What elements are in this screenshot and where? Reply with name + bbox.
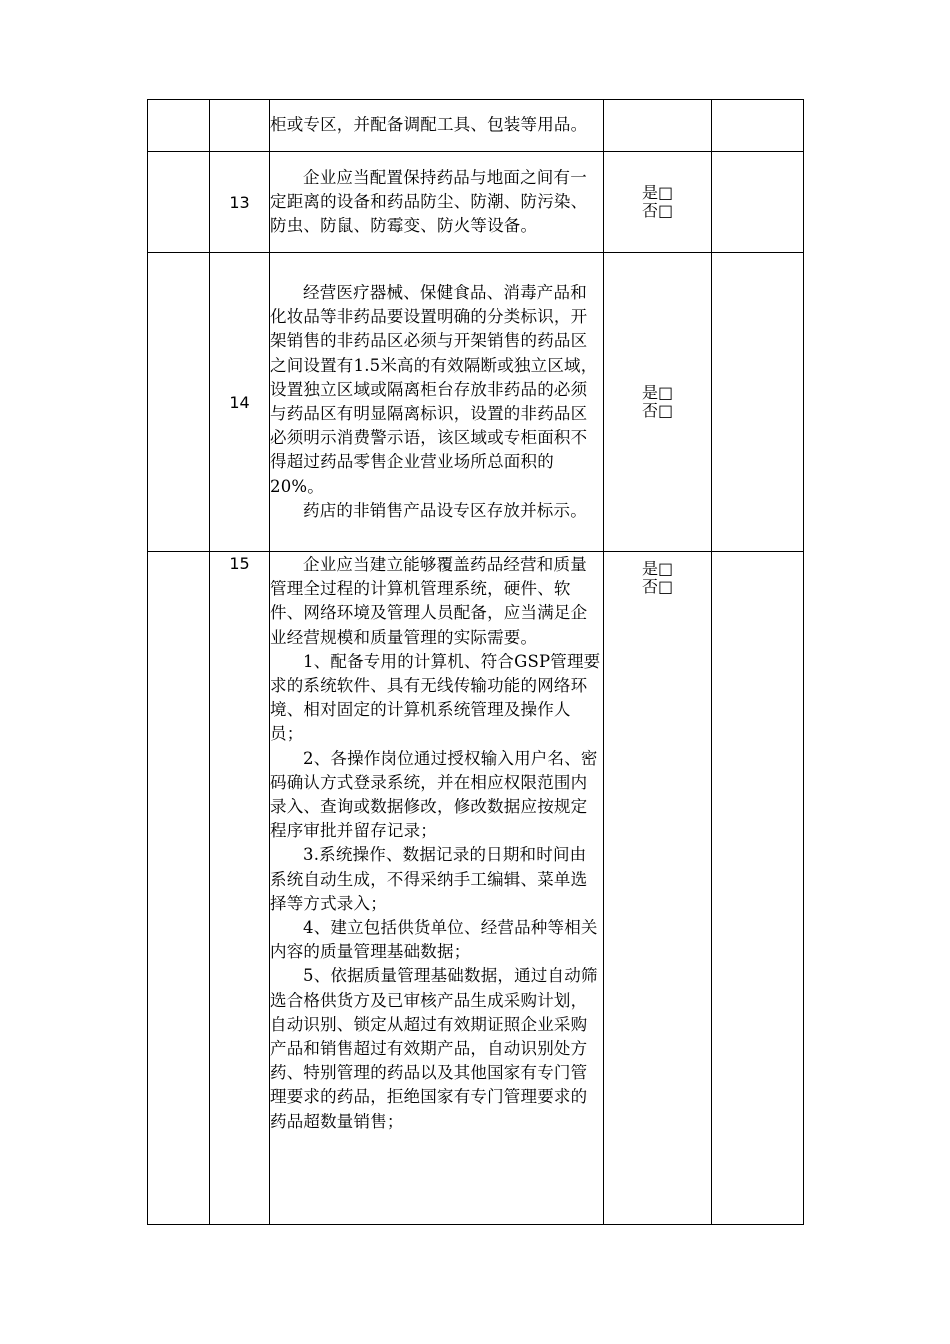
item-number-cell: 14 (210, 253, 270, 552)
requirement-text: 柜或专区，并配备调配工具、包装等用品。 (270, 115, 588, 135)
result-cell (604, 100, 712, 152)
category-cell (148, 253, 210, 552)
item-number-cell: 13 (210, 152, 270, 253)
item-number-cell: 15 (210, 552, 270, 1225)
requirement-text: 2、各操作岗位通过授权输入用户名、密码确认方式登录系统，并在相应权限范围内录入、查询或数据修改，修改数据应按规定程序审批并留存记录； (270, 748, 598, 841)
item-number-cell (210, 100, 270, 152)
remarks-cell (712, 152, 804, 253)
requirement-cell (270, 100, 604, 152)
table-row (148, 152, 804, 253)
result-cell (604, 253, 712, 552)
result-cell (604, 152, 712, 253)
requirement-cell (270, 152, 604, 253)
yes-checkbox[interactable]: 是□ (641, 383, 674, 402)
requirement-text: 5、依据质量管理基础数据，通过自动筛选合格供货方及已审核产品生成采购计划，自动识别、锁定从超过有效期证照企业采购产品和销售超过有效期产品，自动识别处方药、特别管理的药品以及其他国家有专门管理要求的药品，拒绝国家有专门管理要求的药品超数量销售； (270, 966, 598, 1131)
requirement-cell (270, 253, 604, 552)
category-cell (148, 152, 210, 253)
remarks-cell (712, 253, 804, 552)
table-row (148, 552, 804, 1225)
yes-checkbox[interactable]: 是□ (641, 559, 674, 578)
category-cell (148, 552, 210, 1225)
no-checkbox[interactable]: 否□ (641, 401, 674, 420)
requirement-text: 1、配备专用的计算机、符合GSP管理要求的系统软件、具有无线传输功能的网络环境、相对固定的计算机系统管理及操作人员； (270, 651, 601, 744)
no-checkbox[interactable]: 否□ (641, 577, 674, 596)
table-row (148, 100, 804, 152)
requirement-text: 企业应当建立能够覆盖药品经营和质量管理全过程的计算机管理系统，硬件、软件、网络环境及管理人员配备，应当满足企业经营规模和质量管理的实际需要。 (270, 555, 588, 647)
no-checkbox[interactable]: 否□ (641, 201, 674, 220)
yes-checkbox[interactable]: 是□ (641, 183, 674, 202)
inspection-table (147, 99, 804, 1225)
table-row (148, 253, 804, 552)
requirement-text: 4、建立包括供货单位、经营品种等相关内容的质量管理基础数据； (270, 918, 598, 962)
requirement-text: 药店的非销售产品设专区存放并标示。 (303, 500, 587, 520)
category-cell (148, 100, 210, 152)
requirement-text: 3.系统操作、数据记录的日期和时间由系统自动生成，不得采纳手工编辑、菜单选择等方式录入； (270, 845, 588, 913)
requirement-text: 经营医疗器械、保健食品、消毒产品和化妆品等非药品要设置明确的分类标识，开架销售的非药品区必须与开架销售的药品区之间设置有1.5米高的有效隔断或独立区域，设置独立区域或隔离柜台存放非药品的必须与药品区有明显隔离标识，设置的非药品区必须明示消费警示语，该区域或专柜面积不得超过药品零售企业营业场所总面积的20%。 (270, 282, 598, 496)
remarks-cell (712, 552, 804, 1225)
requirement-cell (270, 552, 604, 1225)
result-cell (604, 552, 712, 1225)
requirement-text: 企业应当配置保持药品与地面之间有一定距离的设备和药品防尘、防潮、防污染、防虫、防鼠、防霉变、防火等设备。 (270, 167, 588, 236)
remarks-cell (712, 100, 804, 152)
